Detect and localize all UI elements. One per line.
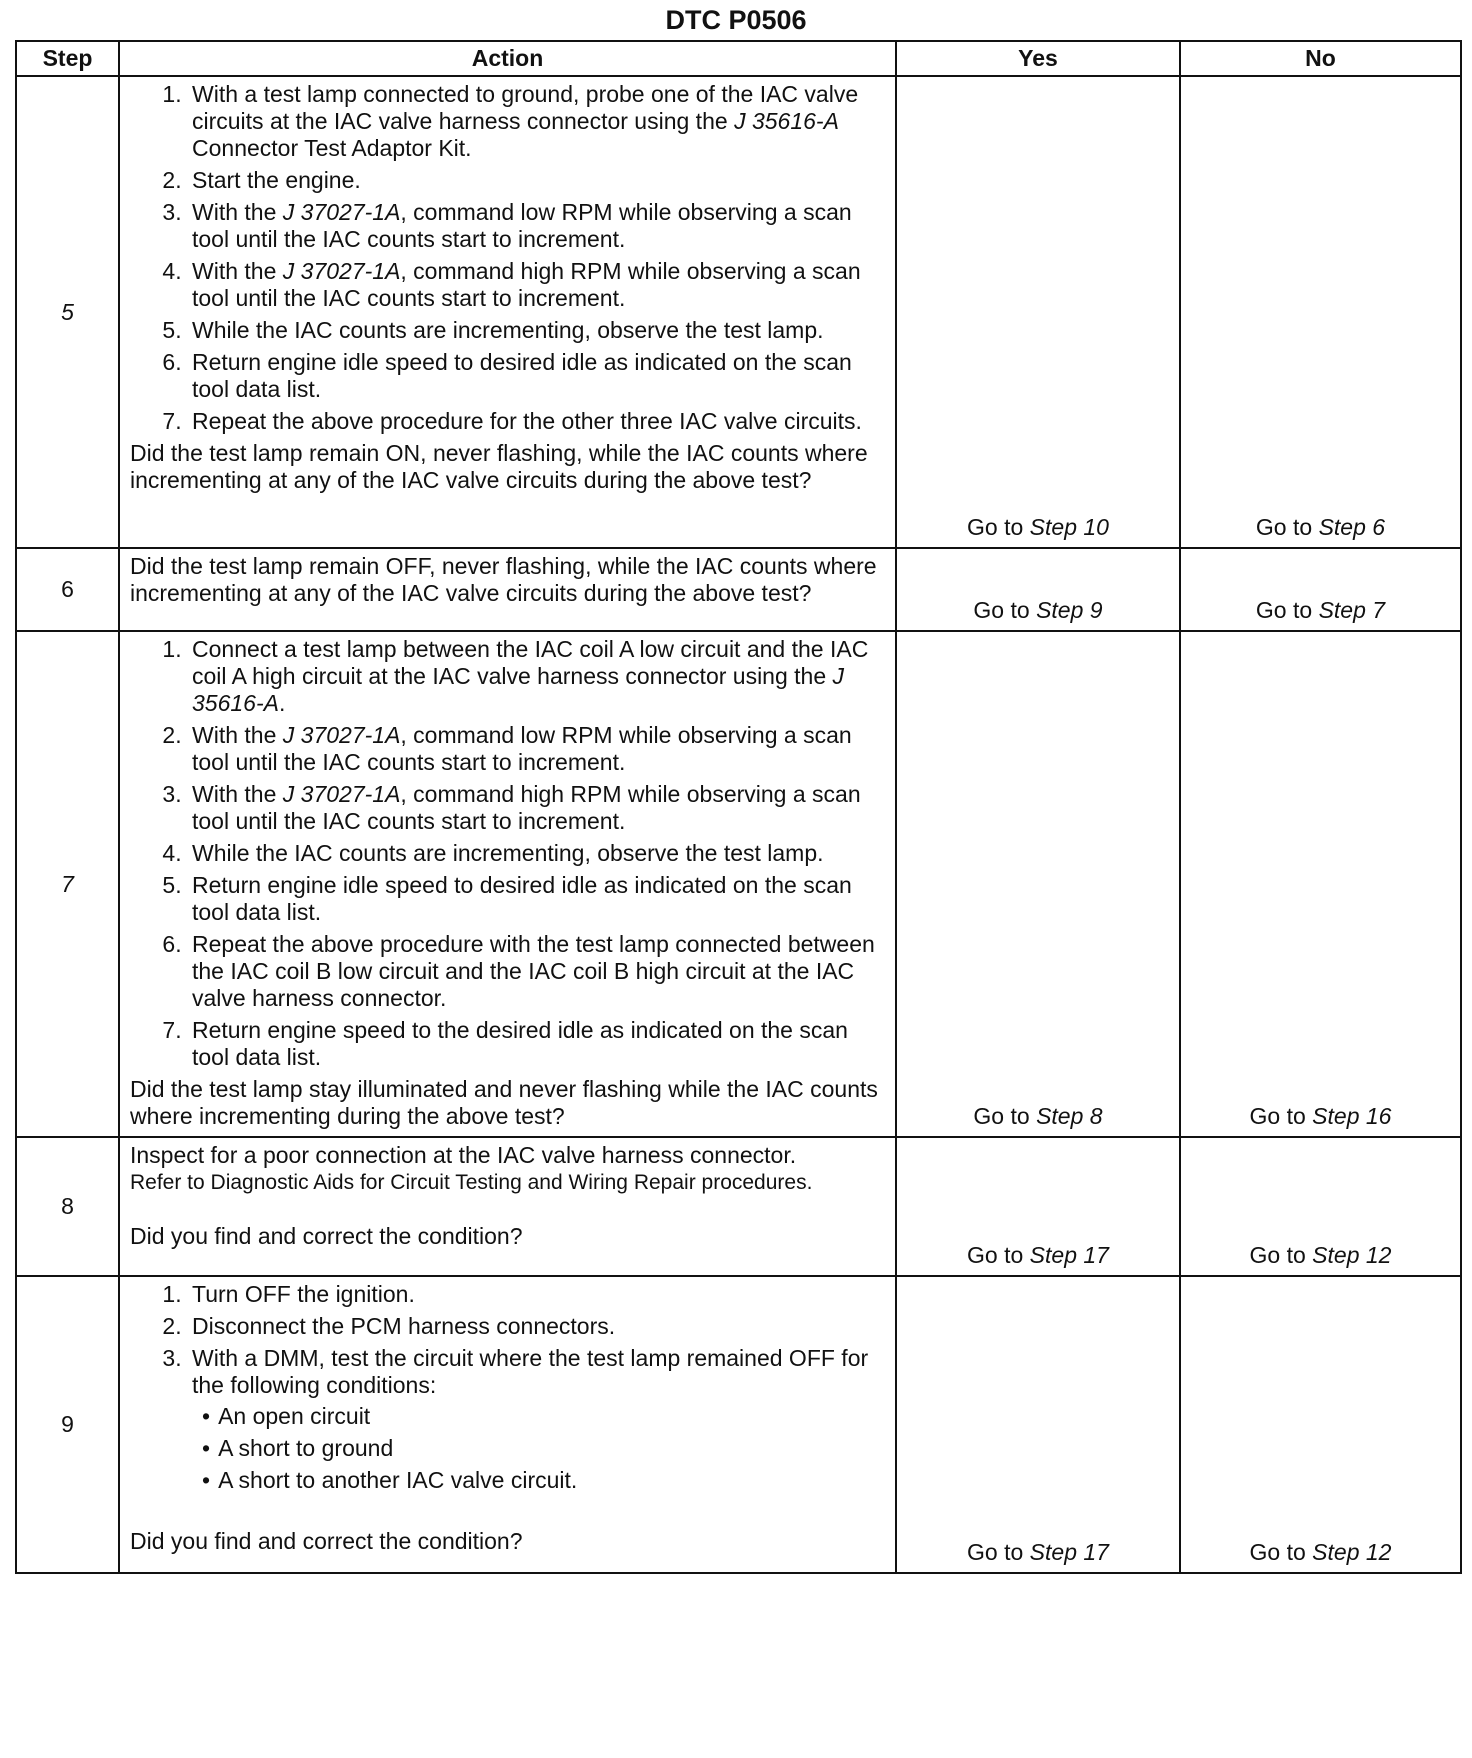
list-item: 5. While the IAC counts are incrementing, observe the test lamp. [188,317,885,344]
tool-name: J 35616-A [734,108,839,134]
question-text: Did you find and correct the condition? [130,1528,523,1554]
step-number: 9 [16,1276,119,1573]
document-title: DTC P0506 [665,5,807,35]
condition-list [192,1403,885,1494]
no-result: Go to Step 12 [1180,1276,1461,1573]
header-step: Step [16,41,119,76]
table-row [16,1276,1461,1573]
header-row [16,41,1461,76]
action-list [130,1281,885,1494]
yes-result: Go to Step 10 [896,76,1180,548]
list-item: 1. Connect a test lamp between the IAC coil A low circuit and the IAC coil A high circuit at the IAC valve harness connector using the J 35616-A. [188,636,885,717]
tool-name: J 37027-1A [282,258,401,284]
question-text: Did the test lamp remain ON, never flashing, while the IAC counts where incrementing at any of the IAC valve circuits during the above test? [130,440,868,493]
list-item: 3. With a DMM, test the circuit where the test lamp remained OFF for the following conditions: • An open circuit • A short to ground • A short to another IAC valve circuit. [188,1345,885,1494]
action-cell [119,548,896,631]
list-item: 1. With a test lamp connected to ground, probe one of the IAC valve circuits at the IAC valve harness connector using the J 35616-A Connector Test Adaptor Kit. [188,81,885,162]
list-item: 2. Start the engine. [188,167,885,194]
question-text: Did the test lamp stay illuminated and never flashing while the IAC counts where incrementing during the above test? [130,1076,878,1129]
list-item: 7. Return engine speed to the desired idle as indicated on the scan tool data list. [188,1017,885,1071]
tool-name: J 37027-1A [282,199,401,225]
action-cell [119,1137,896,1276]
action-cell [119,1276,896,1573]
header-yes: Yes [896,41,1180,76]
yes-result: Go to Step 9 [896,548,1180,631]
list-item: 1. Turn OFF the ignition. [188,1281,885,1308]
question-text: Did the test lamp remain OFF, never flashing, while the IAC counts where incrementing at any of the IAC valve circuits during the above test? [130,553,877,606]
bullet-item: • A short to another IAC valve circuit. [202,1467,885,1494]
no-result: Go to Step 16 [1180,631,1461,1137]
question-text: Did you find and correct the condition? [130,1223,523,1249]
list-item: 6. Repeat the above procedure with the test lamp connected between the IAC coil B low circuit and the IAC coil B high circuit at the IAC valve harness connector. [188,931,885,1012]
list-item: 6. Return engine idle speed to desired idle as indicated on the scan tool data list. [188,349,885,403]
list-item: 5. Return engine idle speed to desired idle as indicated on the scan tool data list. [188,872,885,926]
list-item: 4. With the J 37027-1A, command high RPM while observing a scan tool until the IAC counts start to increment. [188,258,885,312]
diagnostic-table [15,40,1462,1574]
yes-result: Go to Step 17 [896,1137,1180,1276]
yes-result: Go to Step 17 [896,1276,1180,1573]
yes-result: Go to Step 8 [896,631,1180,1137]
header-action: Action [119,41,896,76]
table-row [16,76,1461,548]
list-item: 2. With the J 37027-1A, command low RPM while observing a scan tool until the IAC counts start to increment. [188,722,885,776]
list-item: 3. With the J 37027-1A, command high RPM while observing a scan tool until the IAC counts start to increment. [188,781,885,835]
no-result: Go to Step 12 [1180,1137,1461,1276]
action-cell [119,76,896,548]
list-item: 3. With the J 37027-1A, command low RPM while observing a scan tool until the IAC counts start to increment. [188,199,885,253]
table-row [16,548,1461,631]
step-number: 5 [16,76,119,548]
action-cell [119,631,896,1137]
step-number: 7 [16,631,119,1137]
header-no: No [1180,41,1461,76]
table-row [16,1137,1461,1276]
list-item: 7. Repeat the above procedure for the other three IAC valve circuits. [188,408,885,435]
step-number: 6 [16,548,119,631]
tool-name: J 35616-A [192,663,845,716]
action-list [130,636,885,1071]
no-result: Go to Step 7 [1180,548,1461,631]
list-item: 4. While the IAC counts are incrementing, observe the test lamp. [188,840,885,867]
reference-text: Refer to Diagnostic Aids for Circuit Testing and Wiring Repair procedures. [130,1171,813,1194]
bullet-item: • A short to ground [202,1435,885,1462]
no-result: Go to Step 6 [1180,76,1461,548]
action-list [130,81,885,435]
instruction-text: Inspect for a poor connection at the IAC valve harness connector. [130,1142,797,1168]
tool-name: J 37027-1A [282,722,401,748]
table-row [16,631,1461,1137]
tool-name: J 37027-1A [282,781,401,807]
bullet-item: • An open circuit [202,1403,885,1430]
step-number: 8 [16,1137,119,1276]
list-item: 2. Disconnect the PCM harness connectors. [188,1313,885,1340]
